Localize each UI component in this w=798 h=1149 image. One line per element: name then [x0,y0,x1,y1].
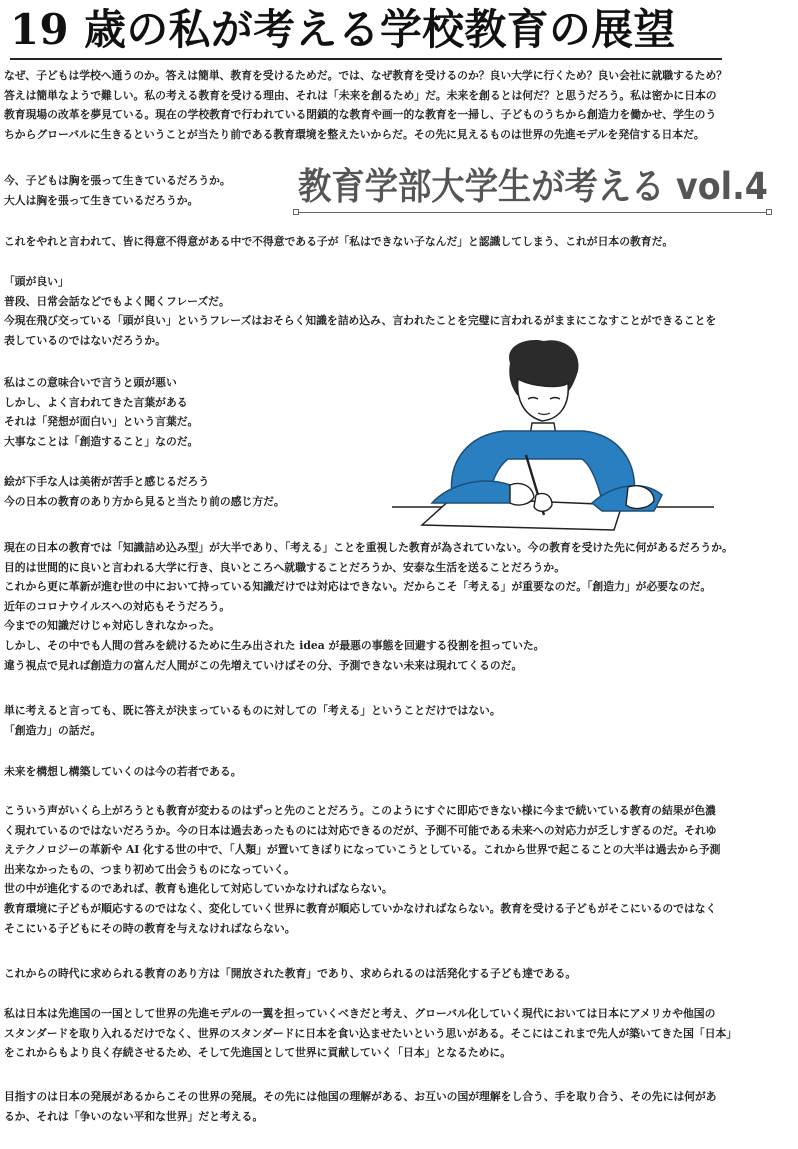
text-line: 表しているのではないだろうか。 [4,333,166,347]
paragraph-thinking [4,701,778,740]
text-line: 今現在飛び交っている「頭が良い」というフレーズはおそらく知識を詰め込み、言われたことを完璧に言われるがままにこなすことができることを [4,314,717,328]
paragraph-recognition [4,232,778,252]
subtitle-underline [296,212,768,213]
text-line: 今の日本の教育のあり方から見ると当たり前の感じ方だ。 [4,494,285,508]
text-line: 単に考えると言っても、既に答えが決まっているものに対しての「考える」ということだけではない。 [4,704,501,717]
text-line: く現れているのではないだろうか。今の日本は過去あったものには対応できるのだが、予測不可能である未来への対応力が乏しすぎるのだ。それゆ [4,823,717,837]
text-line: これから更に革新が進む世の中において持っている知識だけでは対応はできない。だからこそ「考える」が重要なのだ。「創造力」が必要なのだ。 [4,580,712,594]
text-line: えテクノロジーの革新や AI 化する世の中で、「人類」が置いてきぼりになっていこうとしている。これから世界で起こることの大半は過去から予測 [4,843,721,857]
text-line: 普段、日常会話などでもよく聞くフレーズだ。 [4,294,230,308]
text-line: ちからグローバルに生きるということが当たり前である教育環境を整えたいからだ。その先に見えるものは世界の先進モデルを発信する日本だ。 [4,127,705,141]
paragraph-open-education [4,964,778,984]
paragraph-art [4,472,364,511]
text-line: 世の中が進化するのであれば、教育も進化して対応していかなければならない。 [4,882,393,896]
text-line: 教育環境に子どもが順応するのではなく、変化していく世界に教育が順応していかなければならない。教育を受ける子どもがそこにいるのではなく [4,901,717,915]
text-line: 目指すのは日本の発展があるからこその世界の発展。その先には他国の理解がある、お互いの国が理解をし合う、手を取り合う、その先には何があ [4,1090,717,1103]
text-line: なぜ、子どもは学校へ通うのか。答えは簡単、教育を受けるためだ。では、なぜ教育を受けるのか？良い大学に行くため？良い会社に就職するため？ [4,69,728,82]
text-line: こういう声がいくら上がろうとも教育が変わるのはずっと先のことだろう。このようにすぐに即応できない様に今まで続いている教育の結果が色濃 [4,804,716,817]
article-title: 19 歳の私が考える学校教育の展望 [10,5,676,54]
paragraph-peace [4,1087,778,1126]
paragraph-current-education [4,538,778,675]
text-line: 今、子どもは胸を張って生きているだろうか。 [4,174,231,187]
text-line: 現在の日本の教育では「知識詰め込み型」が大半であり、「考える」ことを重視した教育が為されていない。今の教育を受けた先に何があるだろうか。 [4,541,733,554]
text-line: るか、それは「争いのない平和な世界」だと考える。 [4,1109,264,1123]
text-line: 未来を構想し構築していくのは今の若者である。 [4,765,242,778]
text-line: 私はこの意味合いで言うと頭が悪い [4,376,177,389]
text-line: スタンダードを取り入れるだけでなく、世界のスタンダードに日本を食い込ませたいという思いがある。そこにはこれまで先人が築いてきた国「日本」 [4,1026,738,1040]
series-subtitle: 教育学部大学生が考える vol.4 [298,165,768,208]
paragraph-youth [4,762,778,782]
text-line: しかし、その中でも人間の営みを続けるために生み出された idea が最悪の事態を回避する役割を担っていた。 [4,638,545,652]
text-line: 「頭が良い」 [4,275,69,288]
paragraph-global [4,1004,778,1063]
text-line: そこにいる子どもにその時の教育を与えなければならない。 [4,921,296,935]
text-line: 答えは簡単なようで難しい。私の考える教育を受ける理由、それは「未来を創るため」だ。未来を創るとは何だ？と思うだろう。私は密かに日本の [4,88,717,102]
text-line: これからの時代に求められる教育のあり方は「開放された教育」であり、求められるのは活発化する子ども達である。 [4,967,577,980]
text-line: をこれからもより良く存続させるため、そして先進国として世界に貢献していく「日本」となるために。 [4,1046,512,1060]
student-writing-illustration-icon [392,335,714,535]
paragraph-future [4,801,778,938]
text-line: 目的は世間的に良いと言われる大学に行き、良いところへ就職することだろうか、安泰な生活を送ることだろうか。 [4,560,566,574]
text-line: 大人は胸を張って生きているだろうか。 [4,193,199,207]
text-line: 私は日本は先進国の一国として世界の先進モデルの一翼を担っていくべきだと考え、グローバル化していく現代においては日本にアメリカや他国の [4,1007,716,1020]
rule-end-dot [293,209,299,215]
paragraph-creativity [4,373,364,451]
title-underline [10,58,722,60]
text-line: 教育現場の改革を夢見ている。現在の学校教育で行われている閉鎖的な教育や画一的な教育を一掃し、子どものうちから創造力を働かせ、学生のう [4,108,717,122]
text-line: しかし、よく言われてきた言葉がある [4,395,188,409]
text-line: それは「発想が面白い」という言葉だ。 [4,415,199,429]
rule-end-dot [766,209,772,215]
text-line: 違う視点で見れば創造力の富んだ人間がこの先増えていけばその分、予測できない未来は現れてくるのだ。 [4,658,523,672]
text-line: 近年のコロナウイルスへの対応もそうだろう。 [4,599,231,613]
paragraph-intro [4,66,778,144]
text-line: 絵が下手な人は美術が苦手と感じるだろう [4,475,210,488]
text-line: これをやれと言われて、皆に得意不得意がある中で不得意である子が「私はできない子なんだ」と認識してしまう、これが日本の教育だ。 [4,235,674,248]
text-line: 出来なかったもの、つまり初めて出会うものになっていく。 [4,862,295,876]
text-line: 今までの知識だけじゃ対応しきれなかった。 [4,619,220,633]
text-line: 「創造力」の話だ。 [4,723,102,737]
text-line: 大事なことは「創造すること」なのだ。 [4,434,199,448]
